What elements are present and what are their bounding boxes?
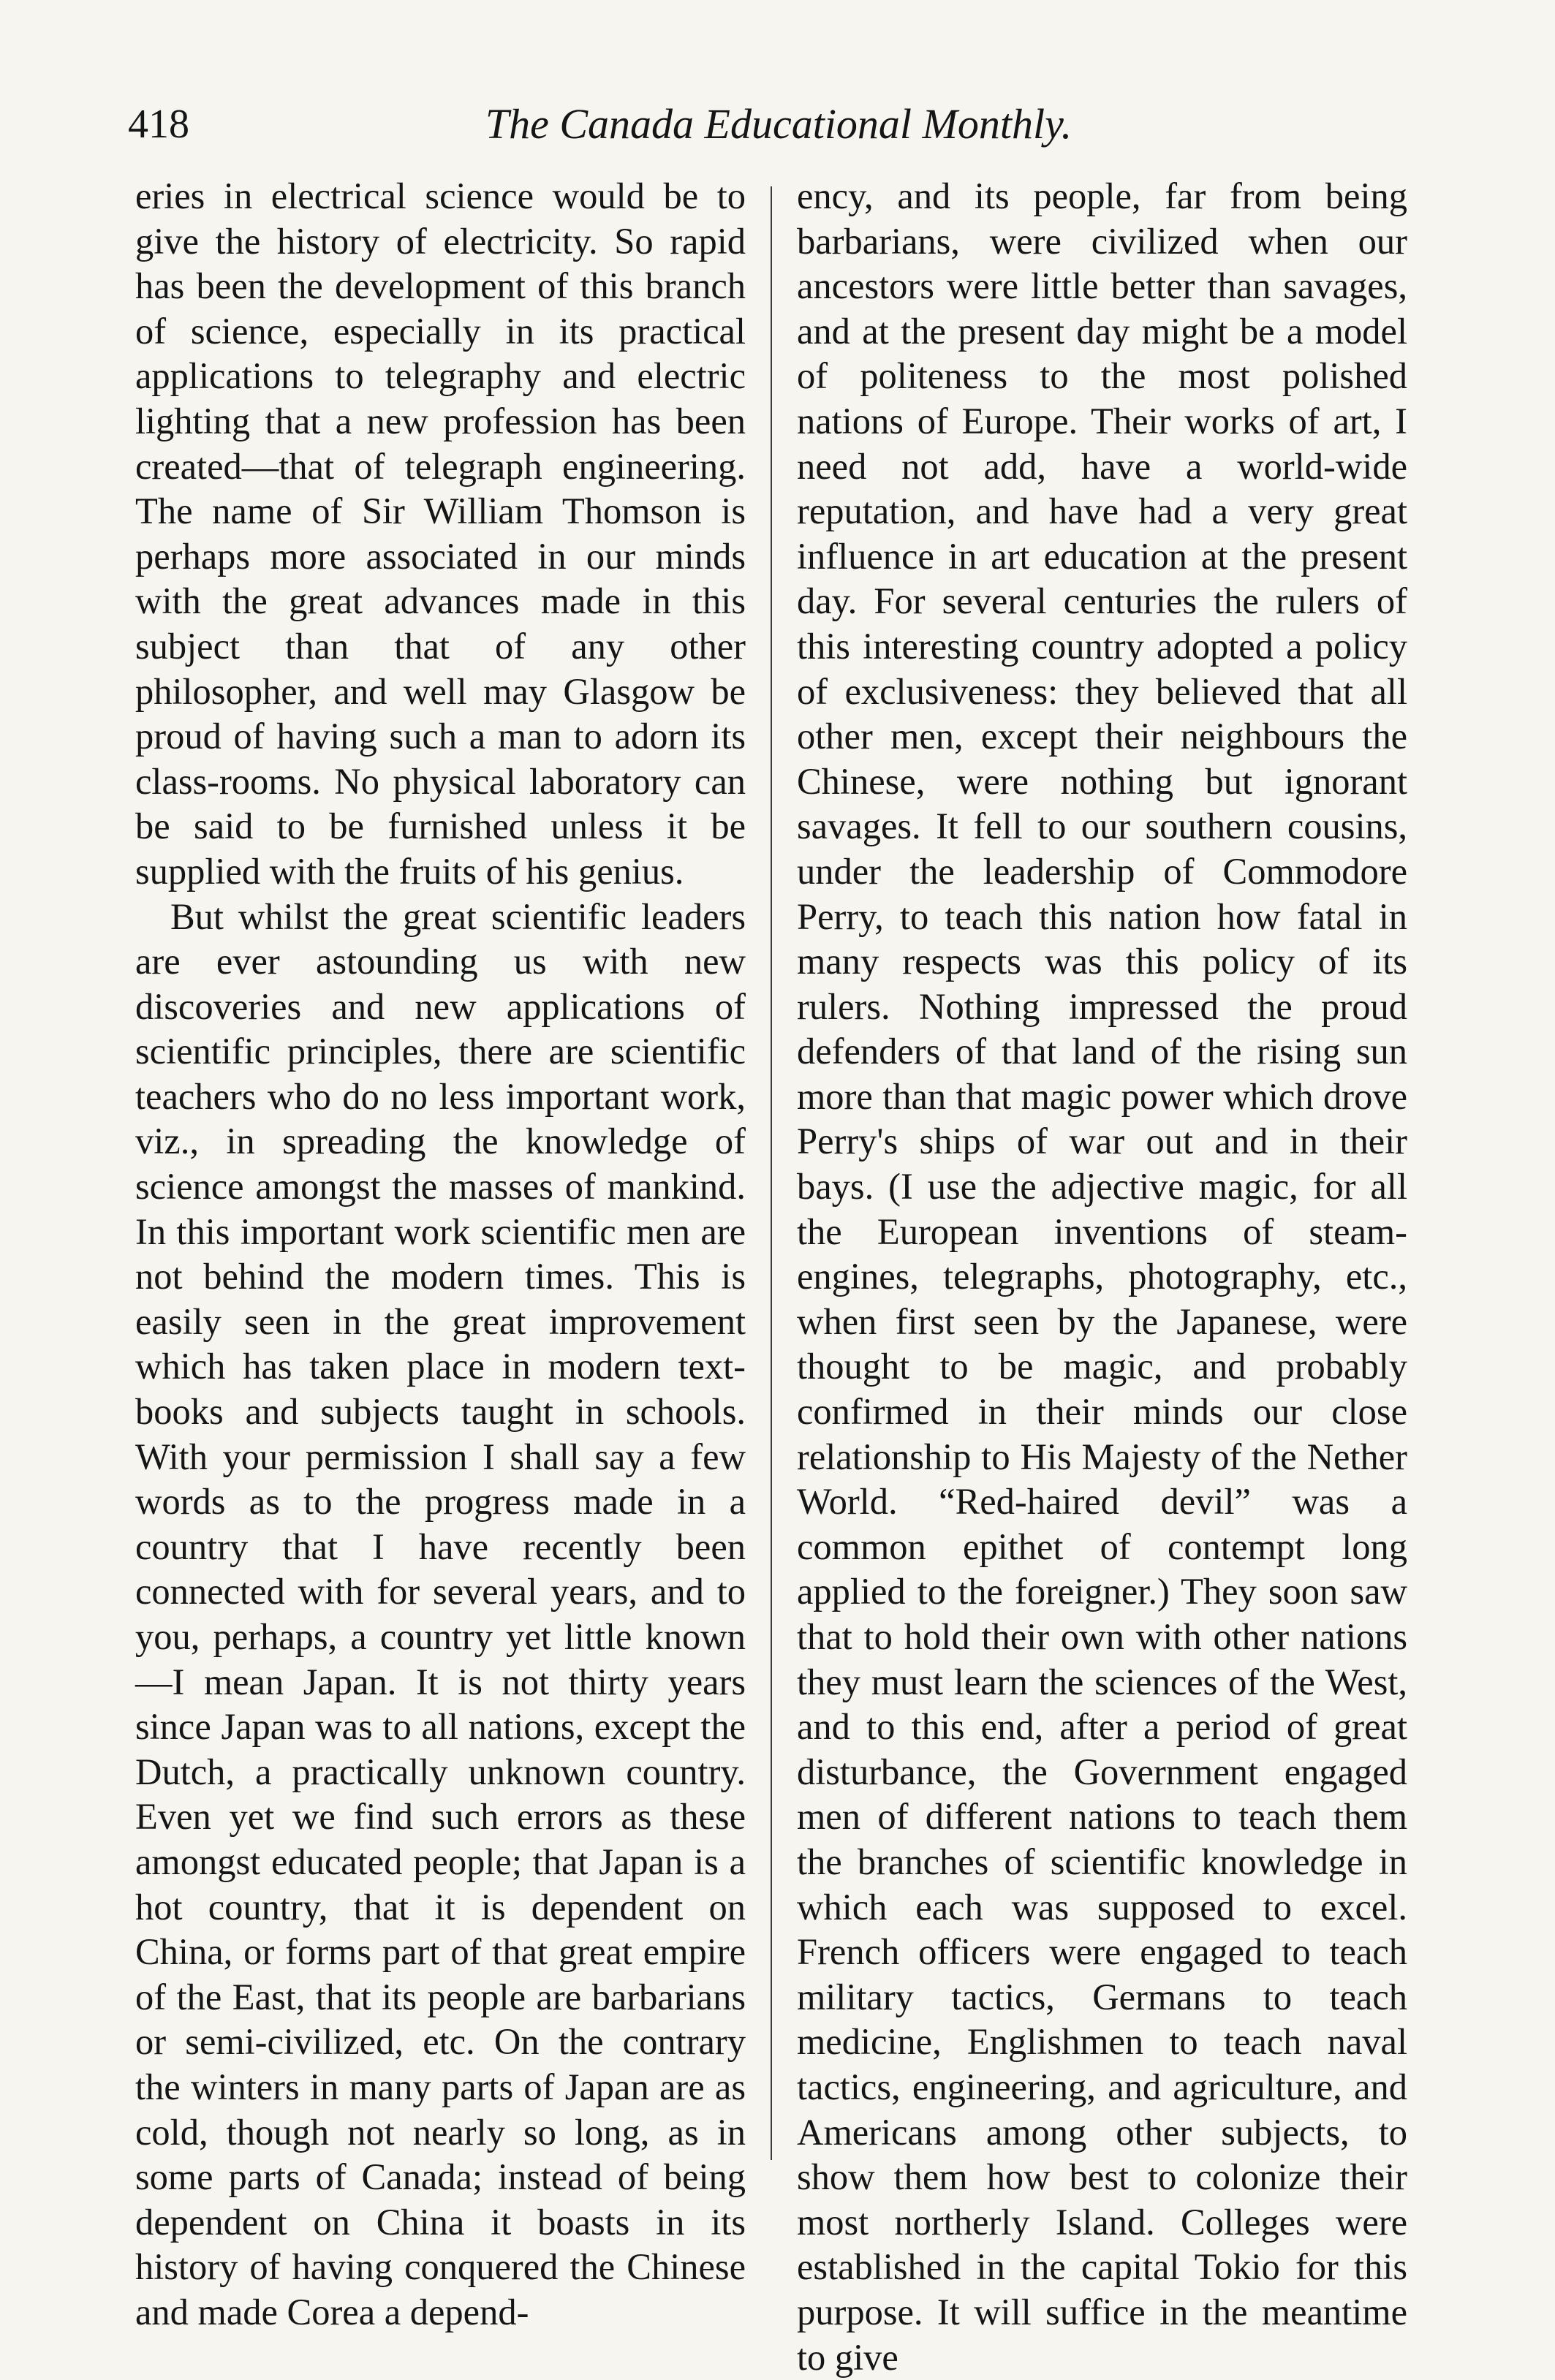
page-number: 418 [128,102,189,147]
column-divider [771,186,772,2160]
left-paragraph-1: eries in electrical science would be to give the history of electricity. So rapid has been the development of this branch of science, especially in its practical applications to telegraphy and electric lighting that a new profession has been created—that of telegraph engineering. The name of Sir William Thomson is perhaps more associated in our minds with the great advances made in this subject than that of any other philosopher, and well may Glasgow be proud of having such a man to adorn its class-rooms. No physical laboratory can be said to be furnished unless it be supplied with the fruits of his genius. [135,175,746,892]
right-column [797,174,1407,2380]
right-paragraph-1: ency, and its people, far from being barbarians, were civilized when our ancestors were little better than savages, and at the present day might be a model of politeness to the most polished nations of Europe. Their works of art, I need not add, have a world-wide reputation, and have had a very great influence in art education at the present day. For several centuries the rulers of this interesting country adopted a policy of exclusiveness: they believed that all other men, except their neighbours the Chinese, were nothing but ignorant savages. It fell to our southern cousins, under the leadership of Commodore Perry, to teach this nation how fatal in many respects was this policy of its rulers. Nothing impressed the proud defenders of that land of the rising sun more than that magic power which drove Perry's ships of war out and in their bays. (I use the adjective magic, for all the European inventions of steam-engines, telegraphs, photography, etc., when first seen by the Japanese, were thought to be magic, and probably confirmed in their minds our close relationship to His Majesty of the Nether World. “Red-haired devil” was a common epithet of contempt long applied to the foreigner.) They soon saw that to hold their own with other nations they must learn the sciences of the West, and to this end, after a period of great disturbance, the Government engaged men of different nations to teach them the branches of scientific knowledge in which each was supposed to excel. French officers were engaged to teach military tactics, Germans to teach medicine, Englishmen to teach naval tactics, engineering, and agriculture, and Americans among other subjects, to show them how best to colonize their most northerly Island. Colleges were established in the capital Tokio for this purpose. It will suffice in the meantime to give [797,175,1407,2378]
running-title: The Canada Educational Monthly. [485,100,1072,148]
page-header [128,95,1429,154]
left-paragraph-2: But whilst the great scientific leaders are ever astounding us with new discoveries and new applications of scientific principles, there are scientific teachers who do no less important work, viz., in spreading the knowledge of science amongst the masses of mankind. In this important work scientific men are not behind the modern times. This is easily seen in the great improvement which has taken place in modern text-books and subjects taught in schools. With your permission I shall say a few words as to the progress made in a country that I have recently been connected with for several years, and to you, perhaps, a country yet little known—I mean Japan. It is not thirty years since Japan was to all nations, except the Dutch, a practically unknown country. Even yet we find such errors as these amongst educated people; that Japan is a hot country, that it is dependent on China, or forms part of that great empire of the East, that its people are barbarians or semi-civilized, etc. On the contrary the winters in many parts of Japan are as cold, though not nearly so long, as in some parts of Canada; instead of being dependent on China it boasts in its history of having conquered the Chinese and made Corea a depend- [135,895,746,2332]
left-column [135,174,746,2335]
